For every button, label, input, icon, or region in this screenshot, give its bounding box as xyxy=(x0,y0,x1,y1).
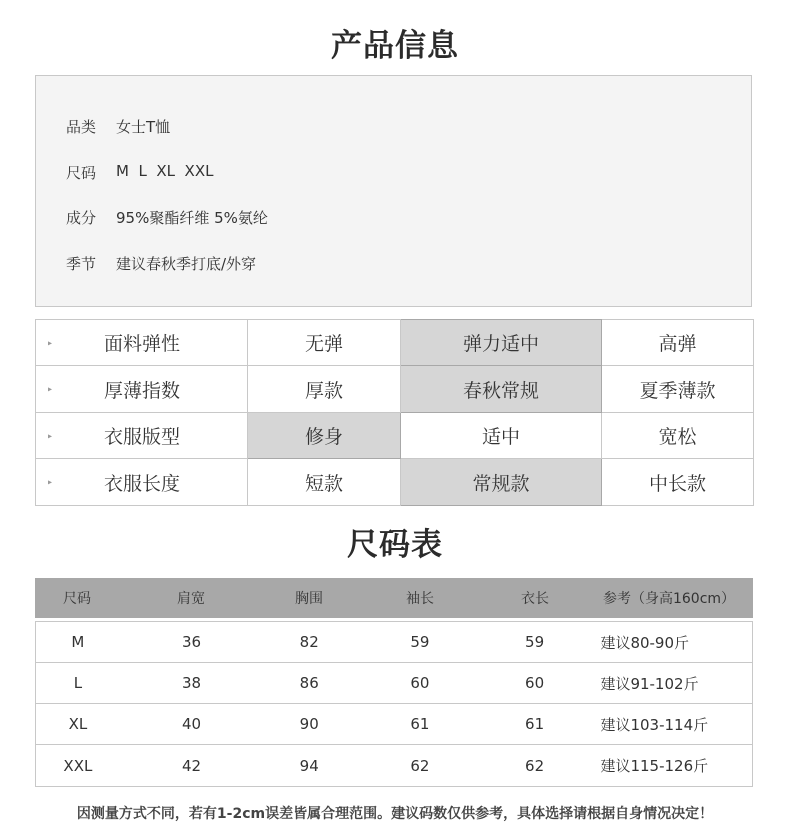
weight-reference-cell: 建议115-126斤 xyxy=(600,757,709,775)
table-row xyxy=(36,745,752,786)
header-cell: 肩宽 xyxy=(177,591,205,607)
info-label: 品类 xyxy=(66,118,97,136)
attribute-option: 宽松 xyxy=(602,413,754,459)
attribute-option-selected: 春秋常规 xyxy=(401,366,602,413)
attribute-option: 无弹 xyxy=(248,320,401,366)
attribute-option: 高弹 xyxy=(602,320,754,366)
attribute-label: 衣服版型 xyxy=(104,426,181,448)
triangle-right-icon: ▸ xyxy=(48,431,53,440)
info-value: 女士T恤 xyxy=(116,118,171,136)
attribute-label: 面料弹性 xyxy=(104,333,181,355)
measurement-cell: 86 xyxy=(299,674,319,692)
measurement-cell: 60 xyxy=(410,674,430,692)
product-info-title: 产品信息 xyxy=(331,28,459,64)
size-chart-body xyxy=(35,621,753,787)
triangle-right-icon: ▸ xyxy=(48,384,53,394)
measurement-cell: 62 xyxy=(410,756,430,775)
header-cell: 参考（身高160cm） xyxy=(602,591,736,607)
size-chart-title: 尺码表 xyxy=(347,527,443,563)
weight-reference-cell: 建议91-102斤 xyxy=(600,674,699,693)
size-cell: L xyxy=(73,674,83,692)
attribute-label: 衣服长度 xyxy=(104,472,181,495)
info-row-season xyxy=(66,253,256,274)
measurement-cell: 59 xyxy=(410,633,430,651)
measurement-cell: 82 xyxy=(299,633,319,651)
table-row xyxy=(36,622,752,663)
info-value: 建议春秋季打底/外穿 xyxy=(116,255,257,273)
header-cell: 袖长 xyxy=(406,591,434,607)
info-value: 95%聚酯纤维 5%氨纶 xyxy=(116,209,268,227)
measurement-cell: 61 xyxy=(410,715,430,733)
info-row-size xyxy=(66,162,213,183)
table-row xyxy=(36,663,752,704)
attribute-option-selected: 修身 xyxy=(248,413,401,459)
header-cell: 胸围 xyxy=(295,591,323,607)
weight-reference-cell: 建议80-90斤 xyxy=(600,633,690,652)
attribute-option-selected: 弹力适中 xyxy=(401,320,602,366)
product-info-box xyxy=(35,75,752,307)
measurement-cell: 38 xyxy=(182,674,202,692)
attribute-label: 厚薄指数 xyxy=(104,379,181,402)
weight-reference-cell: 建议103-114斤 xyxy=(600,715,709,734)
attribute-row xyxy=(36,320,754,366)
size-cell: XXL xyxy=(63,756,93,775)
triangle-right-icon: ▸ xyxy=(48,338,53,347)
info-label: 成分 xyxy=(66,209,97,227)
attribute-label-cell xyxy=(36,459,248,506)
measurement-cell: 61 xyxy=(525,715,545,733)
measurement-cell: 94 xyxy=(299,756,319,775)
attribute-label-cell xyxy=(36,413,248,459)
measurement-cell: 90 xyxy=(299,715,319,733)
size-cell: XL xyxy=(68,715,88,733)
attribute-option-selected: 常规款 xyxy=(401,459,602,506)
attribute-table xyxy=(35,319,754,506)
measurement-cell: 40 xyxy=(182,715,202,733)
attribute-option: 短款 xyxy=(248,459,401,506)
measurement-cell: 59 xyxy=(525,633,545,651)
header-cell: 衣长 xyxy=(521,591,549,607)
measurement-cell: 36 xyxy=(182,633,202,651)
table-row xyxy=(36,704,752,745)
attribute-label-cell xyxy=(36,366,248,413)
attribute-label-cell xyxy=(36,320,248,366)
info-row-category xyxy=(66,116,170,137)
attribute-option: 厚款 xyxy=(248,366,401,413)
attribute-row xyxy=(36,413,754,459)
triangle-right-icon: ▸ xyxy=(48,477,53,487)
measurement-cell: 60 xyxy=(525,674,545,692)
measurement-cell: 62 xyxy=(525,756,545,775)
info-label: 季节 xyxy=(66,255,97,273)
footer-note: 因测量方式不同，若有1-2cm误差皆属合理范围。建议码数仅供参考，具体选择请根据自身情况决定！ xyxy=(76,806,714,822)
size-chart-header xyxy=(35,578,753,618)
attribute-option: 夏季薄款 xyxy=(602,366,754,413)
info-value: M L XL XXL xyxy=(116,162,214,180)
header-cell: 尺码 xyxy=(63,591,91,607)
attribute-row xyxy=(36,459,754,506)
info-row-material xyxy=(66,207,268,228)
info-label: 尺码 xyxy=(66,164,97,182)
attribute-option: 中长款 xyxy=(602,459,754,506)
attribute-option: 适中 xyxy=(401,413,602,459)
measurement-cell: 42 xyxy=(182,756,202,775)
attribute-row xyxy=(36,366,754,413)
size-cell: M xyxy=(71,633,85,651)
